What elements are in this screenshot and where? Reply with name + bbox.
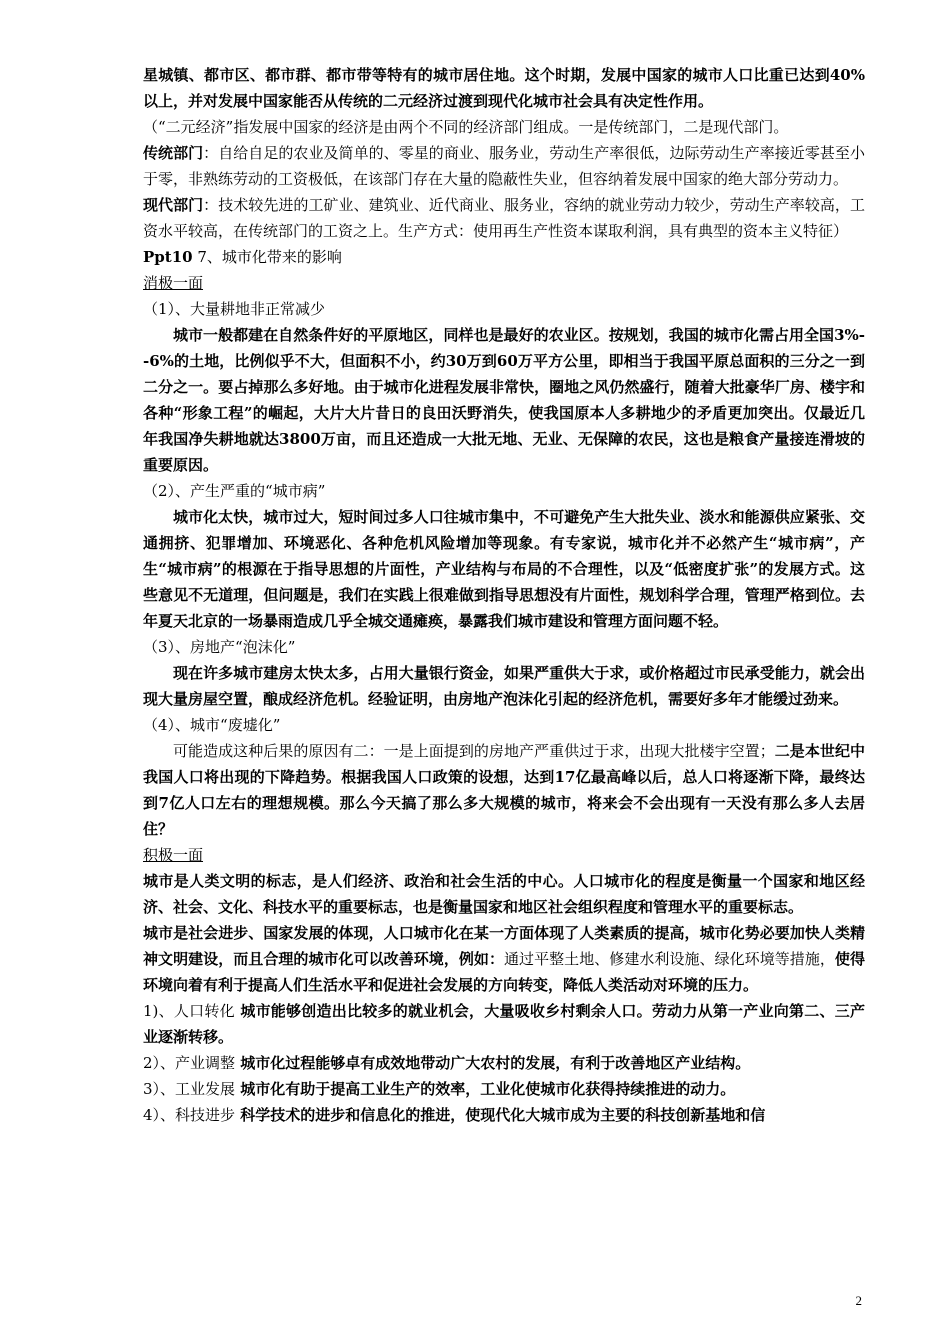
positive-item-3-label: 3）、工业发展	[143, 1080, 236, 1098]
positive-paragraph-2-bold-end: 使得环境向着有利于提高人们生活水平和促进社会发展的方向转变，降低人类活动对环境的压力。	[143, 950, 865, 994]
modern-sector-label: 现代部门	[143, 196, 204, 214]
positive-item-4-text: 科学技术的进步和信息化的推进，使现代化大城市成为主要的科技创新基地和信	[235, 1106, 766, 1124]
traditional-sector-label: 传统部门	[143, 144, 204, 162]
negative-item-1-title: （1）、大量耕地非正常减少	[143, 300, 326, 318]
positive-item-1-label: 1)、人口转化	[143, 1002, 235, 1020]
positive-item-3	[143, 1076, 865, 1102]
traditional-sector-paragraph	[143, 140, 865, 192]
ppt-heading	[143, 244, 865, 270]
positive-item-4	[143, 1102, 865, 1128]
negative-item-4-body-normal: 可能造成这种后果的原因有二：一是上面提到的房地产严重供过于求，出现大批楼宇空置；	[173, 742, 775, 760]
dual-economy-paragraph: （“二元经济”指发展中国家的经济是由两个不同的经济部门组成。一是传统部门，二是现代部门。	[143, 118, 789, 136]
ppt-title: 7、城市化带来的影响	[192, 248, 342, 266]
positive-paragraph-2	[143, 920, 865, 998]
positive-item-2	[143, 1050, 865, 1076]
ppt-label: Ppt10	[143, 248, 193, 266]
traditional-sector-text: ：自给自足的农业及简单的、零星的商业、服务业，劳动生产率很低，边际劳动生产率接近零甚至小于零，非熟练劳动的工资极低，在该部门存在大量的隐蔽性失业，但容纳着发展中国家的绝大部分劳动力。	[143, 144, 865, 188]
negative-item-2-body: 城市化太快，城市过大，短时间过多人口往城市集中，不可避免产生大批失业、淡水和能源供应紧张、交通拥挤、犯罪增加、环境恶化、各种危机风险增加等现象。有专家说，城市化并不必然产生“城市病”，产生“城市病”的根源在于指导思想的片面性，产业结构与布局的不合理性，以及“低密度扩张”的发展方式。这些意见不无道理，但问题是，我们在实践上很难做到指导思想没有片面性，规划科学合理，管理严格到位。去年夏天北京的一场暴雨造成几乎全城交通瘫痪，暴露我们城市建设和管理方面问题不轻。	[143, 508, 865, 630]
modern-sector-text: ：技术较先进的工矿业、建筑业、近代商业、服务业，容纳的就业劳动力较少，劳动生产率较高，工资水平较高，在传统部门的工资之上。生产方式：使用再生产性资本谋取利润，具有典型的资本主义特征）	[143, 196, 865, 240]
negative-item-2-title: （2）、产生严重的“城市病”	[143, 482, 326, 500]
positive-item-1	[143, 998, 865, 1050]
negative-item-3-body: 现在许多城市建房太快太多，占用大量银行资金，如果严重供大于求，或价格超过市民承受能力，就会出现大量房屋空置，酿成经济危机。经验证明，由房地产泡沫化引起的经济危机，需要好多年才能缓过劲来。	[143, 664, 865, 708]
negative-item-1-body: 城市一般都建在自然条件好的平原地区，同样也是最好的农业区。按规划，我国的城市化需占用全国3%--6%的土地，比例似乎不大，但面积不小，约30万到60万平方公里，即相当于我国平原总面积的三分之一到二分之一。要占掉那么多好地。由于城市化进程发展非常快，圈地之风仍然盛行，随着大批豪华厂房、楼宇和各种“形象工程”的崛起，大片大片昔日的良田沃野消失，使我国原本人多耕地少的矛盾更加突出。仅最近几年我国净失耕地就达3800万亩，而且还造成一大批无地、无业、无保障的农民，这也是粮食产量接连滑坡的重要原因。	[143, 326, 865, 474]
negative-item-3-title: （3）、房地产“泡沫化”	[143, 638, 296, 656]
positive-paragraph-2-bold: 城市是社会进步、国家发展的体现，人口城市化在某一方面体现了人类素质的提高，城市化势必要加快人类精神文明建设，而且合理的城市化可以改善环境，例如：	[143, 924, 865, 968]
positive-item-1-text: 城市能够创造出比较多的就业机会，大量吸收乡村剩余人口。劳动力从第一产业向第二、三产业逐渐转移。	[143, 1002, 865, 1046]
positive-heading: 积极一面	[143, 846, 204, 864]
intro-paragraph: 星城镇、都市区、都市群、都市带等特有的城市居住地。这个时期，发展中国家的城市人口比重已达到40%以上，并对发展中国家能否从传统的二元经济过渡到现代化城市社会具有决定性作用。	[143, 66, 865, 110]
negative-item-4-body-bold: 二是本世纪中我国人口将出现的下降趋势。根据我国人口政策的设想，达到17亿最高峰以后，总人口将逐渐下降，最终达到7亿人口左右的理想规模。那么今天搞了那么多大规模的城市，将来会不会出现有一天没有那么多人去居住？	[143, 742, 865, 838]
positive-item-4-label: 4）、科技进步	[143, 1106, 236, 1124]
positive-item-2-label: 2）、产业调整	[143, 1054, 236, 1072]
positive-paragraph-2-normal: 通过平整土地、修建水利设施、绿化环境等措施，	[504, 950, 835, 968]
document-body	[143, 62, 865, 1128]
negative-heading: 消极一面	[143, 274, 204, 292]
positive-item-2-text: 城市化过程能够卓有成效地带动广大农村的发展，有利于改善地区产业结构。	[235, 1054, 751, 1072]
positive-item-3-text: 城市化有助于提高工业生产的效率，工业化使城市化获得持续推进的动力。	[235, 1080, 736, 1098]
negative-item-4-title: （4）、城市“废墟化”	[143, 716, 281, 734]
modern-sector-paragraph	[143, 192, 865, 244]
negative-item-4-body	[143, 738, 865, 842]
positive-paragraph-1: 城市是人类文明的标志，是人们经济、政治和社会生活的中心。人口城市化的程度是衡量一个国家和地区经济、社会、文化、科技水平的重要标志，也是衡量国家和地区社会组织程度和管理水平的重要标志。	[143, 872, 865, 916]
page-number: 2	[855, 1293, 862, 1308]
